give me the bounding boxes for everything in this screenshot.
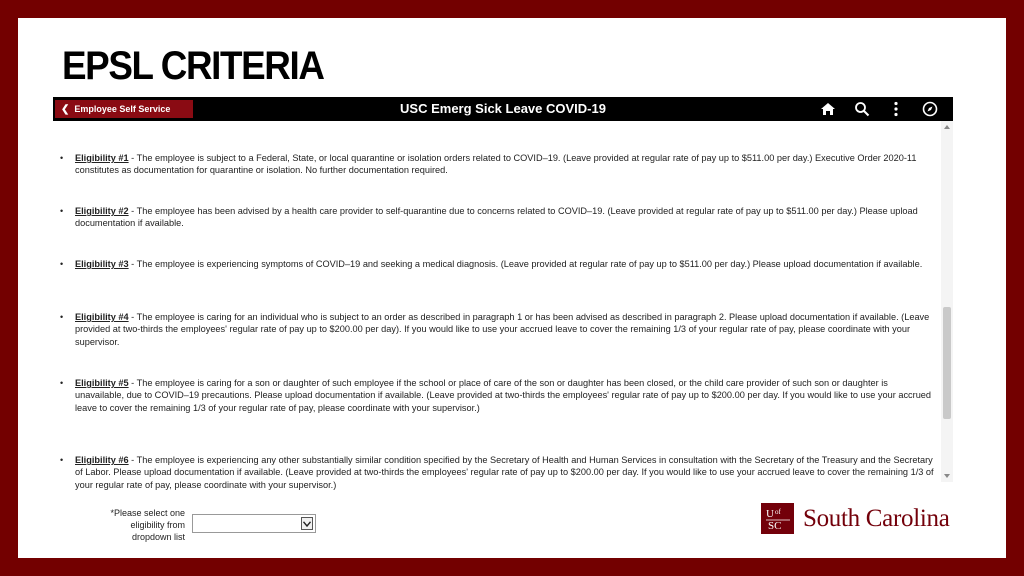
eligibility-list <box>53 121 938 490</box>
slide-title: EPSL CRITERIA <box>62 44 324 88</box>
chevron-down-icon[interactable] <box>301 517 313 530</box>
eligibility-text: - The employee is caring for a son or daughter of such employee if the school or place of care of the son or daughter has been closed, or the child care provider of such son or daughter is unavailable, due to COVID–19 precautions. Please upload documentation if available. (Leave provided at two-thirds the employees' regular rate of pay up to $200.00 per day. If you would like to use your accrued leave to cover the remaining 1/3 of your regular rate of pay, please coordinate with your supervisor.) <box>75 378 932 413</box>
search-icon[interactable] <box>845 99 879 119</box>
scroll-thumb[interactable] <box>943 307 951 419</box>
eligibility-item <box>60 152 935 177</box>
scrollbar[interactable] <box>941 121 953 482</box>
bullet: • <box>60 206 64 216</box>
navbar-icon[interactable] <box>913 99 947 119</box>
eligibility-select[interactable] <box>192 514 316 533</box>
usc-logo <box>761 503 949 534</box>
eligibility-text: - The employee has been advised by a health care provider to self-quarantine due to concerns related to COVID–19. (Leave provided at regular rate of pay up to $511.00 per day.) Please upload documentation if available. <box>75 206 918 229</box>
eligibility-text: - The employee is experiencing any other substantially similar condition specified by the Secretary of Health and Human Services in consultation with the Secretary of the Treasury and the Secretary of Labor. Please upload documentation if available. (Leave provided at two-thirds the employees' regular rate of pay up to $200.00 per day. If you would like to use your accrued leave to cover the remaining 1/3 of your regular rate of pay, please coordinate with your supervisor.) <box>75 455 934 490</box>
svg-text:SC: SC <box>767 520 781 532</box>
svg-text:U: U <box>765 508 774 520</box>
eligibility-name: Eligibility #1 <box>75 153 129 163</box>
svg-text:of: of <box>774 508 781 516</box>
eligibility-item <box>60 454 935 491</box>
app-title: USC Emerg Sick Leave COVID-19 <box>400 101 606 116</box>
eligibility-name: Eligibility #6 <box>75 455 129 465</box>
bullet: • <box>60 153 64 163</box>
bullet: • <box>60 378 64 388</box>
eligibility-name: Eligibility #3 <box>75 259 129 269</box>
eligibility-item <box>60 311 935 348</box>
eligibility-name: Eligibility #5 <box>75 378 129 388</box>
app-header <box>53 97 953 121</box>
select-label: *Please select one eligibility from dropdown list <box>110 508 185 542</box>
bullet: • <box>60 259 64 269</box>
chevron-left-icon: ❮ <box>61 103 70 115</box>
eligibility-item <box>60 205 935 230</box>
logo-wordmark: South Carolina <box>803 504 950 532</box>
more-icon[interactable] <box>879 99 913 119</box>
eligibility-text: - The employee is caring for an individual who is subject to an order as described in paragraph 1 or has been advised as described in paragraph 2. Please upload documentation if available. (Leave provided at two-thirds the employees' regular rate of pay up to $200.00 per day). If you would like to use your accrued leave to cover the remaining 1/3 of your regular rate of pay, please coordinate with your supervisor. <box>75 312 930 347</box>
back-button-label: Employee Self Service <box>74 104 171 114</box>
eligibility-text: - The employee is experiencing symptoms of COVID–19 and seeking a medical diagnosis. (Leave provided at regular rate of pay up to $511.00 per day.) Please upload documentation if available. <box>128 259 923 269</box>
eligibility-name: Eligibility #2 <box>75 206 129 216</box>
scroll-up-icon[interactable] <box>944 125 950 129</box>
eligibility-text: - The employee is subject to a Federal, State, or local quarantine or isolation orders related to COVID–19. (Leave provided at regular rate of pay up to $511.00 per day.) Executive Order 2020-11 constitutes as documentation for quarantine or isolation. No further documentation required. <box>75 153 917 176</box>
app-window <box>53 97 953 490</box>
bullet: • <box>60 312 64 322</box>
eligibility-item <box>60 258 935 270</box>
header-actions <box>811 99 947 119</box>
uofsc-logo-mark <box>761 503 794 534</box>
back-button[interactable] <box>55 100 193 118</box>
home-icon[interactable] <box>811 99 845 119</box>
eligibility-item <box>60 377 935 414</box>
eligibility-name: Eligibility #4 <box>75 312 129 322</box>
scroll-down-icon[interactable] <box>944 474 950 478</box>
bullet: • <box>60 455 64 465</box>
